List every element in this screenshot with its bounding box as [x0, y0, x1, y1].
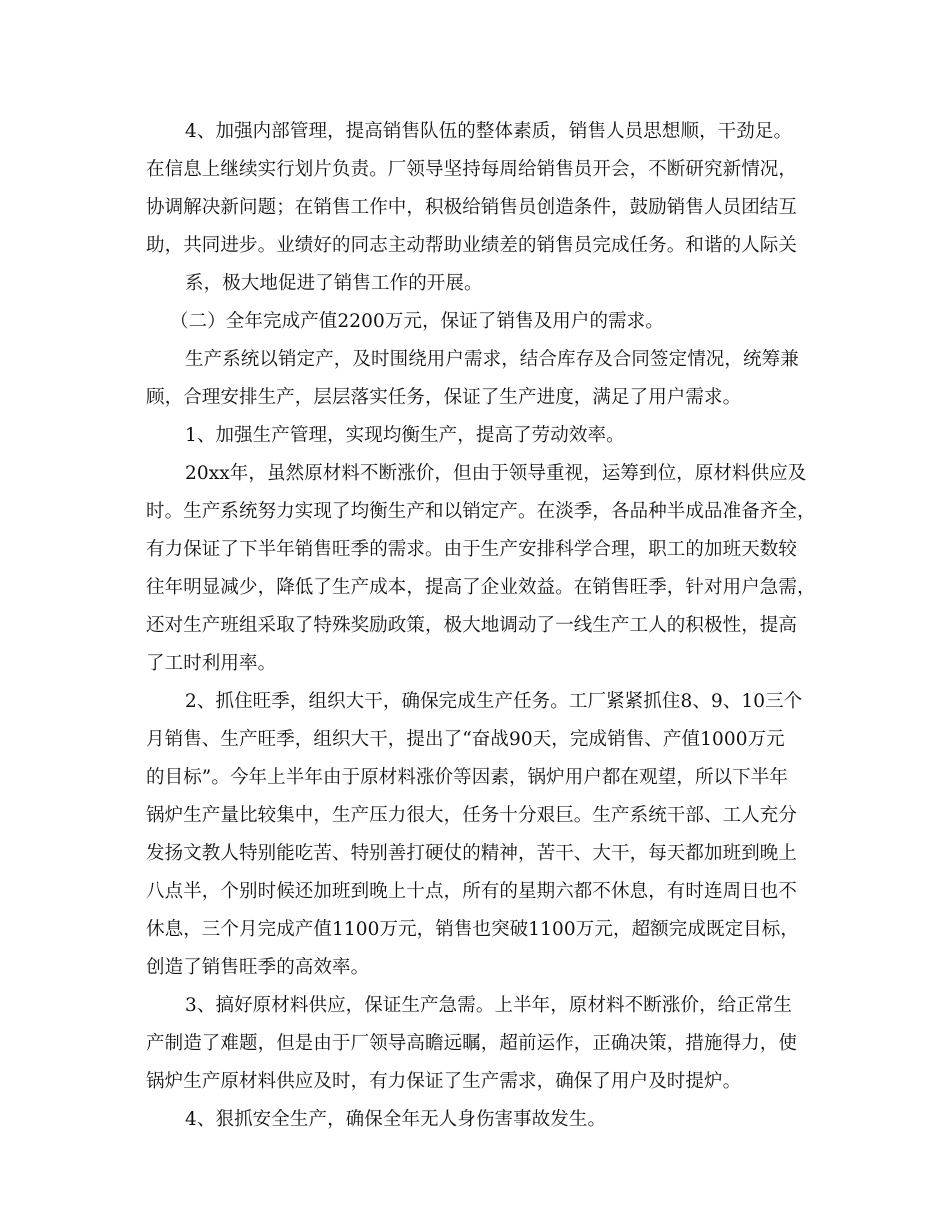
text-line: 助，共同进步。业绩好的同志主动帮助业绩差的销售员完成任务。和谐的人际关: [146, 235, 798, 256]
text-line: 3、搞好原材料供应，保证生产急需。上半年，原材料不断涨价，给正常生: [185, 995, 793, 1016]
text-line: 4、加强内部管理，提高销售队伍的整体素质，销售人员思想顺，干劲足。: [185, 121, 793, 142]
text-line: 协调解决新问题；在销售工作中，积极给销售员创造条件，鼓励销售人员团结互: [146, 197, 798, 218]
text-line: 有力保证了下半年销售旺季的需求。由于生产安排科学合理，职工的加班天数较: [146, 539, 798, 560]
text-line: 月销售、生产旺季，组织大干，提出了“奋战90天，完成销售、产值1000万元: [146, 729, 785, 750]
text-line: 锅炉生产量比较集中，生产压力很大，任务十分艰巨。生产系统干部、工人充分: [146, 805, 798, 826]
text-line: 发扬文教人特别能吃苦、特别善打硬仗的精神，苦干、大干，每天都加班到晚上: [146, 843, 798, 864]
text-line: 顾，合理安排生产，层层落实任务，保证了生产进度，满足了用户需求。: [146, 387, 742, 408]
text-line: 20xx年，虽然原材料不断涨价，但由于领导重视，运筹到位，原材料供应及: [185, 463, 807, 484]
text-line: 了工时利用率。: [146, 653, 277, 674]
text-line: 产制造了难题，但是由于厂领导高瞻远瞩，超前运作，正确决策，措施得力，使: [146, 1033, 798, 1054]
text-line: （二）全年完成产值2200万元，保证了销售及用户的需求。: [170, 311, 664, 332]
text-line: 的目标”。今年上半年由于原材料涨价等因素，锅炉用户都在观望，所以下半年: [146, 767, 788, 788]
text-line: 还对生产班组采取了特殊奖励政策，极大地调动了一线生产工人的积极性，提高: [146, 615, 798, 636]
text-line: 八点半，个别时候还加班到晚上十点，所有的星期六都不休息，有时连周日也不: [146, 881, 798, 902]
text-line: 休息，三个月完成产值1100万元，销售也突破1100万元，超额完成既定目标，: [146, 919, 799, 940]
text-line: 4、狠抓安全生产，确保全年无人身伤害事故发生。: [185, 1109, 607, 1130]
text-line: 系，极大地促进了销售工作的开展。: [185, 273, 483, 294]
text-line: 生产系统以销定产，及时围绕用户需求，结合库存及合同签定情况，统筹兼: [185, 349, 799, 370]
text-line: 在信息上继续实行划片负责。厂领导坚持每周给销售员开会，不断研究新情况，: [146, 159, 798, 180]
text-line: 锅炉生产原材料供应及时，有力保证了生产需求，确保了用户及时提炉。: [146, 1071, 742, 1092]
text-line: 往年明显减少，降低了生产成本，提高了企业效益。在销售旺季，针对用户急需，: [146, 577, 816, 598]
text-line: 2、抓住旺季，组织大干，确保完成生产任务。工厂紧紧抓住8、9、10三个: [185, 691, 803, 712]
text-line: 创造了销售旺季的高效率。: [146, 957, 370, 978]
text-line: 时。生产系统努力实现了均衡生产和以销定产。在淡季，各品种半成品准备齐全，: [146, 501, 816, 522]
text-line: 1、加强生产管理，实现均衡生产，提高了劳动效率。: [185, 425, 625, 446]
